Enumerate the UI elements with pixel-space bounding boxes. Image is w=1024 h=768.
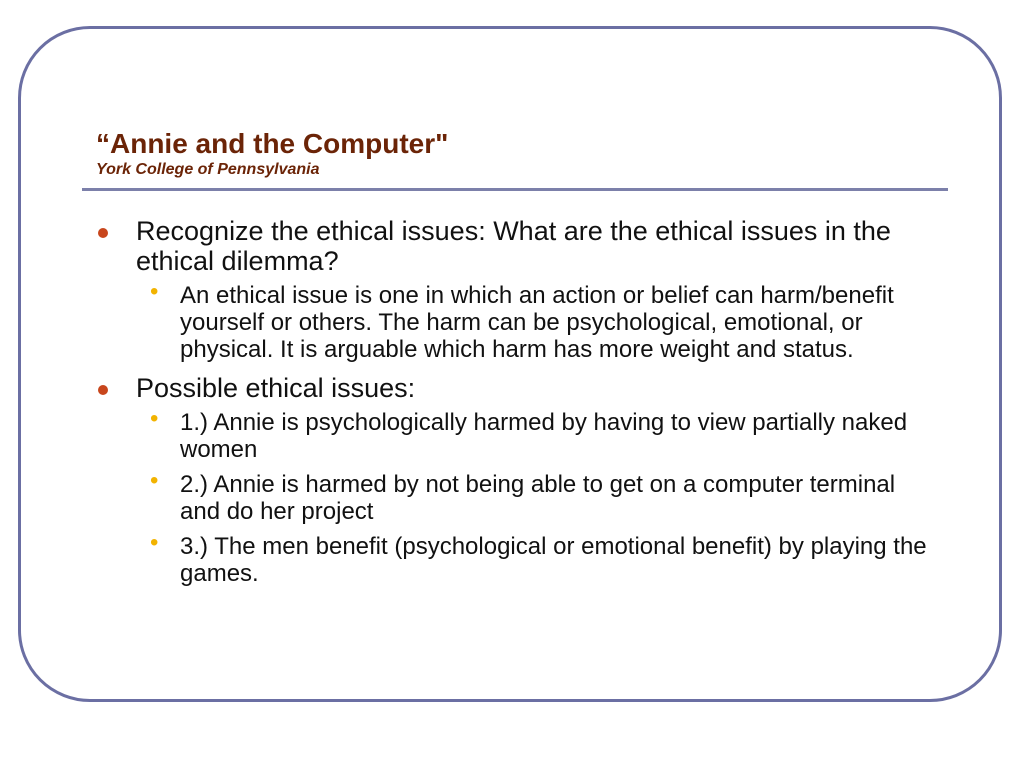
list-item [136, 467, 936, 525]
title-block [96, 128, 956, 180]
sub-bullet-text: An ethical issue is one in which an action or belief can harm/benefit yourself or others. The harm can be psychological, emotional, or physical. It is arguable which harm has more weight and status. [180, 282, 894, 363]
title-divider [82, 188, 948, 191]
sub-bullet-dot-icon: • [150, 405, 159, 432]
slide-subtitle: York College of Pennsylvania [96, 161, 320, 178]
slide-content [96, 216, 936, 597]
slide-title: “Annie and the Computer" [96, 128, 449, 159]
sub-bullet-text: 1.) Annie is psychologically harmed by having to view partially naked women [180, 409, 908, 463]
list-item [136, 278, 936, 363]
sub-bullet-list [136, 278, 936, 363]
list-item [136, 529, 936, 587]
bullet-dot-icon [98, 385, 108, 395]
bullet-list [96, 216, 936, 587]
sub-bullet-dot-icon: • [150, 278, 159, 305]
list-item [136, 405, 936, 463]
sub-bullet-text: 2.) Annie is harmed by not being able to get on a computer terminal and do her project [180, 471, 896, 525]
sub-bullet-text: 3.) The men benefit (psychological or emotional benefit) by playing the games. [180, 533, 927, 587]
list-item [96, 373, 936, 587]
bullet-text: Recognize the ethical issues: What are the ethical issues in the ethical dilemma? [136, 216, 891, 276]
sub-bullet-dot-icon: • [150, 467, 159, 494]
bullet-text: Possible ethical issues: [136, 373, 416, 403]
sub-bullet-list [136, 405, 936, 587]
list-item [96, 216, 936, 363]
bullet-dot-icon [98, 228, 108, 238]
sub-bullet-dot-icon: • [150, 529, 159, 556]
